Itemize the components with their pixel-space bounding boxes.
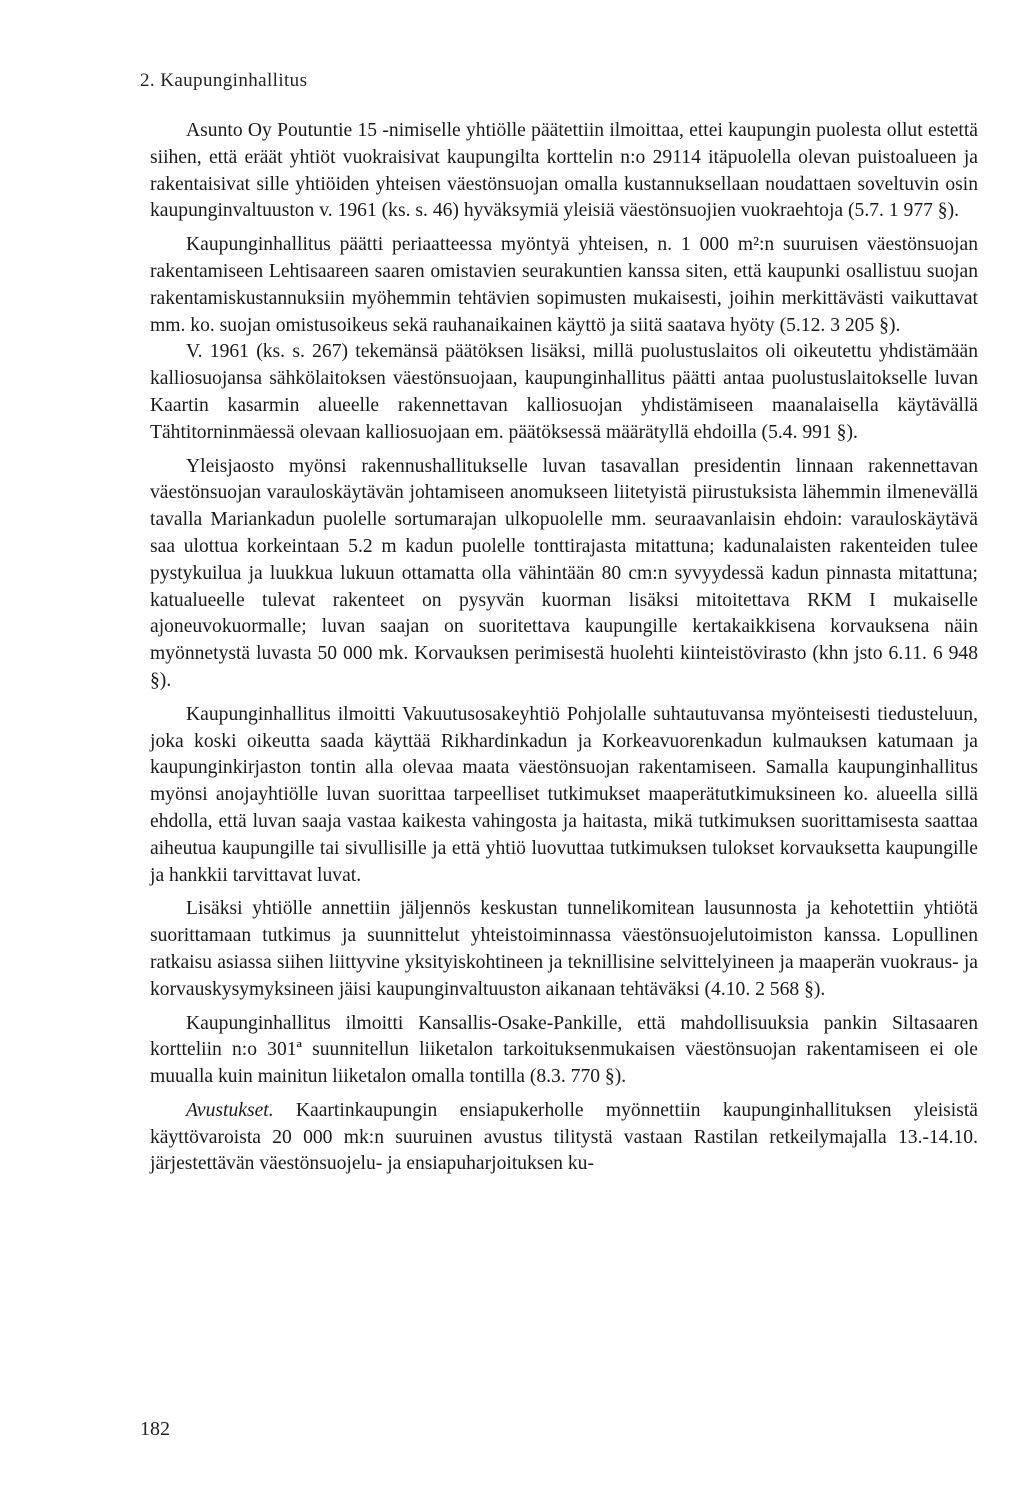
paragraph-text: Kaartinkaupungin ensiapukerholle myönnettiin kaupunginhallituksen yleisistä käyttövaroista 20 000 mk:n suuruinen avustus tilitystä vastaan Rastilan retkeilymajalla 13.-14.10. järjestettävän väestönsuojelu- ja ensiapuharjoituksen ku- xyxy=(150,1099,978,1175)
page-number: 182 xyxy=(140,1418,170,1440)
body-text xyxy=(150,118,978,1185)
paragraph xyxy=(150,1098,978,1178)
paragraph: Yleisjaosto myönsi rakennushallitukselle luvan tasavallan presidentin linnaan rakennettavan väestönsuojan varauloskäytävän johtamiseen anomukseen liitetyistä piirustuksista lähemmin ilmenevällä tavalla Mariankadun puolelle sortumarajan ulkopuolelle mm. seuraavanlaisin ehdoin: varauloskäytävä saa ulottua korkeintaan 5.2 m kadun puolelle tonttirajasta mitattuna; kadunalaisten rakenteiden tulee pystykuilua ja luukkua lukuun ottamatta olla vähintään 80 cm:n syvyydessä kadun pinnasta mitattuna; katualueelle tulevat rakenteet on pysyvän kuorman lisäksi mitoitettava RKM I mukaiselle ajoneuvokuormalle; luvan saajan on suoritettava kaupungille kertakaikkisena korvauksena näin myönnetystä luvasta 50 000 mk. Korvauksen perimisestä huolehti kiinteistövirasto (khn jsto 6.11. 6 948 §). xyxy=(150,455,978,691)
paragraph: V. 1961 (ks. s. 267) tekemänsä päätöksen lisäksi, millä puolustuslaitos oli oikeutettu yhdistämään kalliosuojansa sähkölaitoksen väestönsuojaan, kaupunginhallitus päätti antaa puolustuslaitokselle luvan Kaartin kasarmin alueelle rakennettavan kalliosuojan yhdistämiseen maanalaisella käytävällä Tähtitorninmäessä olevaan kalliosuojaan em. päätöksessä määrätyllä ehdoilla (5.4. 991 §). xyxy=(150,341,978,443)
section-lead: Avustukset. xyxy=(186,1099,274,1121)
paragraph: Lisäksi yhtiölle annettiin jäljennös keskustan tunnelikomitean lausunnosta ja kehotettiin yhtiötä suorittamaan tutkimus ja suunnittelut yhteistoiminnassa väestönsuojelutoimiston kanssa. Lopullinen ratkaisu asiassa siihen liittyvine yksityiskohtineen ja teknillisine selvittelyineen ja maaperän vuokraus- ja korvauskysymyksineen jäisi kaupunginvaltuuston aikanaan tehtäväksi (4.10. 2 568 §). xyxy=(150,898,978,1000)
running-title: 2. Kaupunginhallitus xyxy=(140,70,308,91)
paragraph: Asunto Oy Poutuntie 15 -nimiselle yhtiölle päätettiin ilmoittaa, ettei kaupungin puolesta ollut estettä siihen, että eräät yhtiöt vuokraisivat kaupungilta korttelin n:o 29114 itäpuolella olevan puistoalueen ja rakentaisivat sille yhtiöiden yhteisen väestönsuojan omalla kustannuksellaan noudattaen soveltuvin osin kaupunginvaltuuston v. 1961 (ks. s. 46) hyväksymiä yleisiä väestönsuojien vuokraehtoja (5.7. 1 977 §). xyxy=(150,120,978,222)
paragraph: Kaupunginhallitus päätti periaatteessa myöntyä yhteisen, n. 1 000 m²:n suuruisen väestönsuojan rakentamiseen Lehtisaareen saaren omistavien seurakuntien kanssa siten, että kaupunki osallistuu suojan rakentamiskustannuksiin myöhemmin tehtävien sopimusten mukaisesti, joihin merkittävästi vaikuttavat mm. ko. suojan omistusoikeus sekä rauhanaikainen käyttö ja siitä saatava hyöty (5.12. 3 205 §). xyxy=(150,234,978,336)
paragraph: Kaupunginhallitus ilmoitti Vakuutusosakeyhtiö Pohjolalle suhtautuvansa myönteisesti tiedusteluun, joka koski oikeutta saada käyttää Rikhardinkadun ja Korkeavuorenkadun kulmauksen katumaan ja kaupunginkirjaston tontin alla olevaa maata väestönsuojan rakentamiseen. Samalla kaupunginhallitus myönsi anojayhtiölle luvan suorittaa tarpeelliset tutkimukset maaperätutkimuksineen ko. alueella sillä ehdolla, että luvan saaja vastaa kaikesta vahingosta ja haitasta, mikä tutkimuksen suorittamisesta saattaa aiheutua kaupungille tai sivullisille ja että yhtiö luovuttaa tutkimuksen tulokset korvauksetta kaupungille ja hankkii tarvittavat luvat. xyxy=(150,703,978,886)
paragraph: Kaupunginhallitus ilmoitti Kansallis-Osake-Pankille, että mahdollisuuksia pankin Siltasaaren kortteliin n:o 301ª suunnitellun liiketalon tarkoituksenmukaisen väestönsuojan rakentamiseen ei ole muualla kuin mainitun liiketalon omalla tontilla (8.3. 770 §). xyxy=(150,1012,978,1088)
